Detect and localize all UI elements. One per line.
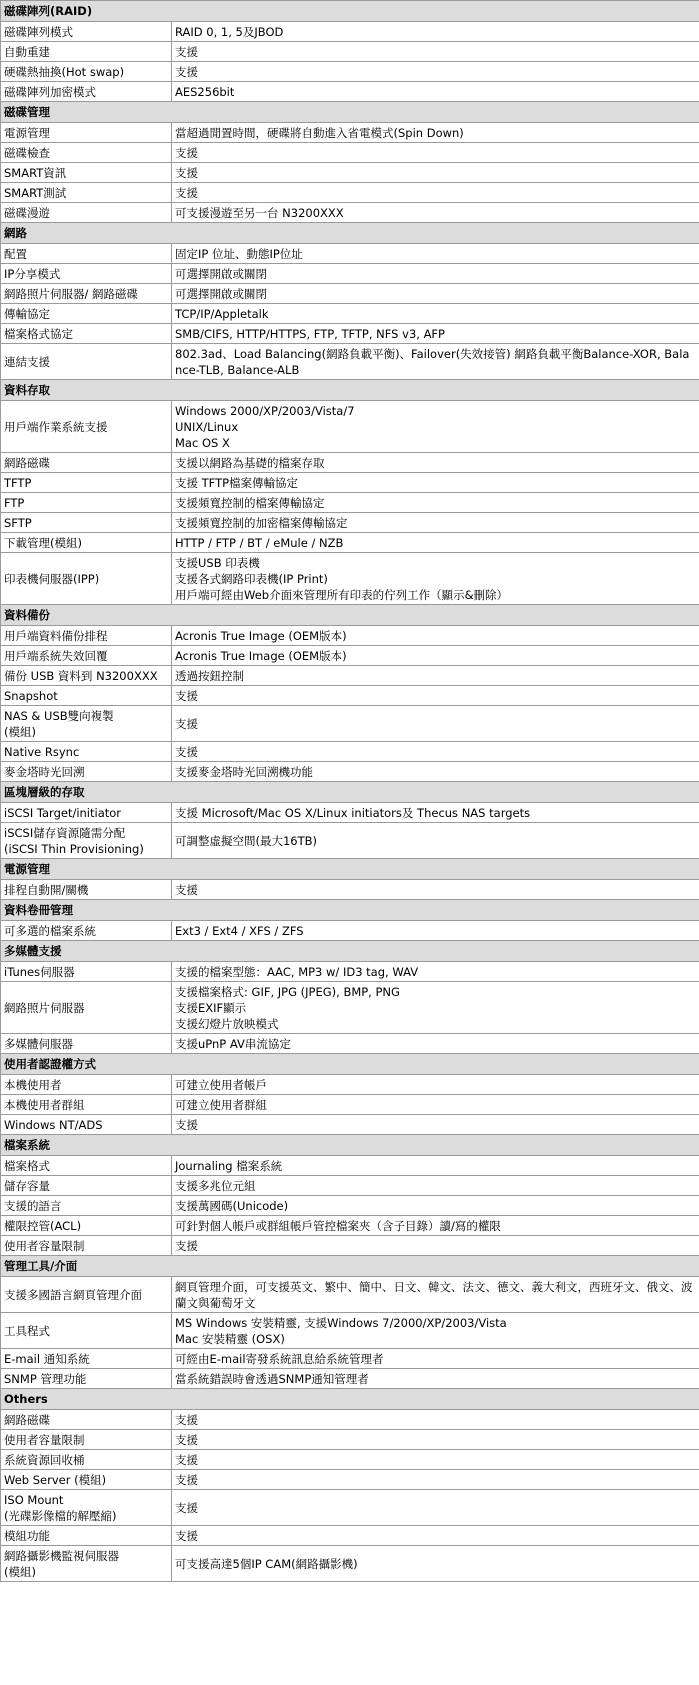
section-title: 電源管理 [1,859,699,880]
feature-label: 用戶端資料備份排程 [1,626,172,646]
table-row [1,1236,699,1256]
table-row [1,1470,699,1490]
feature-value: MS Windows 安裝精靈, 支援Windows 7/2000/XP/2003/Vista Mac 安裝精靈 (OSX) [172,1313,699,1349]
feature-value: 支援 [172,686,699,706]
feature-value: 支援 [172,143,699,163]
feature-label: 本機使用者群組 [1,1095,172,1115]
feature-label: 網路照片伺服器/ 網路磁碟 [1,284,172,304]
feature-value: 當系統錯誤時會透過SNMP通知管理者 [172,1369,699,1389]
feature-label: 磁碟漫遊 [1,203,172,223]
table-row [1,1034,699,1054]
feature-label: 傳輸協定 [1,304,172,324]
feature-label: ISO Mount (光碟影像檔的解壓縮) [1,1490,172,1526]
table-row [1,1369,699,1389]
feature-value: 支援 [172,1115,699,1135]
feature-label: 電源管理 [1,123,172,143]
section-header [1,380,699,401]
table-row [1,284,699,304]
table-row [1,1075,699,1095]
feature-value: 支援 [172,1450,699,1470]
table-row [1,42,699,62]
feature-label: iSCSI儲存資源隨需分配 (iSCSI Thin Provisioning) [1,823,172,859]
table-row [1,513,699,533]
feature-label: 多媒體伺服器 [1,1034,172,1054]
feature-label: 印表機伺服器(IPP) [1,553,172,605]
table-row [1,1277,699,1313]
table-row [1,626,699,646]
feature-value: 可支援高達5個IP CAM(網路攝影機) [172,1546,699,1582]
section-header [1,223,699,244]
feature-label: 使用者容量限制 [1,1236,172,1256]
feature-value: 可建立使用者帳戶 [172,1075,699,1095]
feature-label: NAS & USB雙向複製 (模組) [1,706,172,742]
section-header [1,1256,699,1277]
feature-label: 下載管理(模組) [1,533,172,553]
feature-value: 網頁管理介面，可支援英文、繁中、簡中、日文、韓文、法文、德文、義大利文，西班牙文、俄文、波蘭文與葡萄牙文 [172,1277,699,1313]
feature-label: Windows NT/ADS [1,1115,172,1135]
feature-label: 可多選的檔案系統 [1,921,172,941]
feature-value: 支援頻寬控制的加密檔案傳輸協定 [172,513,699,533]
section-header [1,900,699,921]
feature-value: 支援頻寬控制的檔案傳輸協定 [172,493,699,513]
feature-value: 802.3ad、Load Balancing(網路負載平衡)、Failover(失效接管) 網路負載平衡Balance-XOR, Balance-TLB, Balance-ALB [172,344,699,380]
section-title: 檔案系統 [1,1135,699,1156]
section-header [1,859,699,880]
table-row [1,123,699,143]
table-row [1,22,699,42]
feature-value: 透過按鈕控制 [172,666,699,686]
table-row [1,921,699,941]
section-header [1,1389,699,1410]
feature-value: 支援 [172,1490,699,1526]
feature-value: 支援 Microsoft/Mac OS X/Linux initiators及 Thecus NAS targets [172,803,699,823]
table-row [1,344,699,380]
table-row [1,803,699,823]
section-title: 資料卷冊管理 [1,900,699,921]
feature-value: 支援檔案格式: GIF, JPG (JPEG), BMP, PNG 支援EXIF顯示 支援幻燈片放映模式 [172,982,699,1034]
feature-value: 支援USB 印表機 支援各式網路印表機(IP Print) 用戶端可經由Web介面來管理所有印表的佇列工作（顯示&刪除） [172,553,699,605]
section-header [1,782,699,803]
feature-value: 可支援漫遊至另一台 N3200XXX [172,203,699,223]
table-row [1,82,699,102]
table-row [1,706,699,742]
section-title: 資料存取 [1,380,699,401]
table-row [1,762,699,782]
feature-label: Web Server (模組) [1,1470,172,1490]
table-row [1,1349,699,1369]
feature-label: 用戶端作業系統支援 [1,401,172,453]
feature-value: 支援 [172,1470,699,1490]
feature-label: 模組功能 [1,1526,172,1546]
feature-label: 使用者容量限制 [1,1430,172,1450]
table-row [1,1526,699,1546]
table-row [1,982,699,1034]
section-header [1,1054,699,1075]
feature-label: SNMP 管理功能 [1,1369,172,1389]
table-row [1,742,699,762]
feature-value: HTTP / FTP / BT / eMule / NZB [172,533,699,553]
feature-value: 支援以網路為基礎的檔案存取 [172,453,699,473]
table-row [1,1095,699,1115]
feature-label: Snapshot [1,686,172,706]
feature-label: SMART測試 [1,183,172,203]
table-row [1,1176,699,1196]
feature-value: 可建立使用者群組 [172,1095,699,1115]
section-header [1,1135,699,1156]
section-header [1,941,699,962]
feature-label: 連結支援 [1,344,172,380]
table-row [1,244,699,264]
feature-label: 網路磁碟 [1,1410,172,1430]
table-row [1,1115,699,1135]
feature-value: 支援 TFTP檔案傳輸協定 [172,473,699,493]
feature-label: 網路磁碟 [1,453,172,473]
section-title: 磁碟管理 [1,102,699,123]
table-row [1,143,699,163]
table-row [1,823,699,859]
feature-value: Windows 2000/XP/2003/Vista/7 UNIX/Linux Mac OS X [172,401,699,453]
feature-value: 可選擇開啟或關閉 [172,284,699,304]
feature-label: 支援的語言 [1,1196,172,1216]
feature-value: 支援 [172,742,699,762]
feature-value: Acronis True Image (OEM版本) [172,626,699,646]
feature-label: FTP [1,493,172,513]
feature-value: 支援 [172,706,699,742]
table-row [1,1546,699,1582]
feature-label: 網路攝影機監視伺服器 (模組) [1,1546,172,1582]
feature-value: 支援 [172,183,699,203]
feature-value: 支援uPnP AV串流協定 [172,1034,699,1054]
feature-value: 當超過閒置時間，硬碟將自動進入省電模式(Spin Down) [172,123,699,143]
table-row [1,203,699,223]
feature-label: E-mail 通知系統 [1,1349,172,1369]
feature-label: 系統資源回收桶 [1,1450,172,1470]
feature-value: 支援麥金塔時光回溯機功能 [172,762,699,782]
table-row [1,1313,699,1349]
table-row [1,453,699,473]
feature-label: 支援多國語言網頁管理介面 [1,1277,172,1313]
section-title: 多媒體支援 [1,941,699,962]
spec-table-body [1,1,699,1582]
table-row [1,666,699,686]
feature-value: 支援 [172,1430,699,1450]
section-header [1,102,699,123]
feature-value: 支援萬國碼(Unicode) [172,1196,699,1216]
section-header [1,605,699,626]
table-row [1,163,699,183]
feature-label: iSCSI Target/initiator [1,803,172,823]
table-row [1,962,699,982]
feature-label: 本機使用者 [1,1075,172,1095]
feature-label: 麥金塔時光回溯 [1,762,172,782]
section-title: 使用者認證權方式 [1,1054,699,1075]
feature-label: 磁碟檢查 [1,143,172,163]
feature-value: 可經由E-mail寄發系統訊息給系統管理者 [172,1349,699,1369]
table-row [1,1430,699,1450]
section-title: 網路 [1,223,699,244]
table-row [1,553,699,605]
table-row [1,646,699,666]
feature-value: 可選擇開啟或關閉 [172,264,699,284]
feature-label: iTunes伺服器 [1,962,172,982]
table-row [1,1490,699,1526]
feature-value: SMB/CIFS, HTTP/HTTPS, FTP, TFTP, NFS v3, AFP [172,324,699,344]
feature-label: 檔案格式 [1,1156,172,1176]
table-row [1,493,699,513]
feature-value: 支援多兆位元組 [172,1176,699,1196]
feature-value: 支援的檔案型態：AAC, MP3 w/ ID3 tag, WAV [172,962,699,982]
feature-label: Native Rsync [1,742,172,762]
feature-label: IP分享模式 [1,264,172,284]
section-title: 區塊層級的存取 [1,782,699,803]
feature-label: 排程自動開/關機 [1,880,172,900]
feature-value: Ext3 / Ext4 / XFS / ZFS [172,921,699,941]
section-title: Others [1,1389,699,1410]
table-row [1,183,699,203]
feature-label: SMART資訊 [1,163,172,183]
table-row [1,473,699,493]
table-row [1,324,699,344]
feature-label: 工具程式 [1,1313,172,1349]
feature-label: 用戶端系統失效回覆 [1,646,172,666]
feature-value: 固定IP 位址、動態IP位址 [172,244,699,264]
section-title: 資料備份 [1,605,699,626]
feature-label: 磁碟陣列加密模式 [1,82,172,102]
feature-value: 支援 [172,1236,699,1256]
feature-value: TCP/IP/Appletalk [172,304,699,324]
feature-value: RAID 0, 1, 5及JBOD [172,22,699,42]
table-row [1,1410,699,1430]
feature-value: 支援 [172,42,699,62]
section-title: 管理工具/介面 [1,1256,699,1277]
feature-value: 可調整虛擬空間(最大16TB) [172,823,699,859]
feature-label: 備份 USB 資料到 N3200XXX [1,666,172,686]
feature-label: 配置 [1,244,172,264]
feature-value: Acronis True Image (OEM版本) [172,646,699,666]
feature-value: 支援 [172,1526,699,1546]
feature-label: 權限控管(ACL) [1,1216,172,1236]
feature-label: SFTP [1,513,172,533]
feature-label: 自動重建 [1,42,172,62]
feature-value: 支援 [172,62,699,82]
feature-label: 檔案格式協定 [1,324,172,344]
feature-label: 磁碟陣列模式 [1,22,172,42]
table-row [1,1196,699,1216]
feature-label: TFTP [1,473,172,493]
table-row [1,533,699,553]
section-title: 磁碟陣列(RAID) [1,1,699,22]
feature-value: 支援 [172,880,699,900]
feature-value: AES256bit [172,82,699,102]
table-row [1,1156,699,1176]
table-row [1,62,699,82]
feature-value: 支援 [172,163,699,183]
table-row [1,880,699,900]
section-header [1,1,699,22]
feature-label: 網路照片伺服器 [1,982,172,1034]
table-row [1,1216,699,1236]
table-row [1,686,699,706]
table-row [1,304,699,324]
feature-value: 可針對個人帳戶或群組帳戶管控檔案夾（含子目錄）讀/寫的權限 [172,1216,699,1236]
table-row [1,1450,699,1470]
feature-label: 硬碟熱抽換(Hot swap) [1,62,172,82]
table-row [1,401,699,453]
table-row [1,264,699,284]
feature-label: 儲存容量 [1,1176,172,1196]
feature-value: 支援 [172,1410,699,1430]
feature-value: Journaling 檔案系統 [172,1156,699,1176]
